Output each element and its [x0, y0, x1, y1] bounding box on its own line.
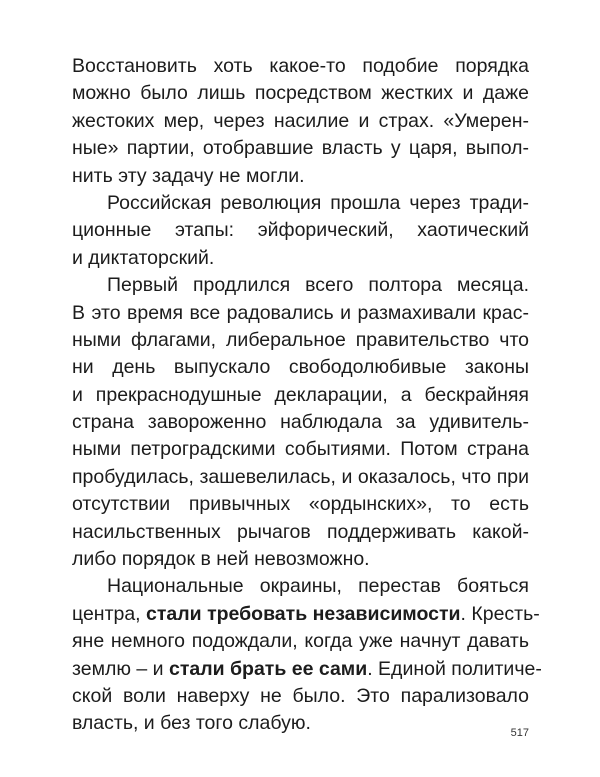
paragraph	[72, 53, 529, 190]
page-number: 517	[510, 727, 529, 739]
text-segment: Национальные окраины, перестав бояться	[107, 575, 529, 598]
text-segment: отсутствии привычных «ордынских», то есть	[72, 493, 529, 516]
text-line	[72, 710, 529, 737]
text-line	[72, 354, 529, 381]
text-segment: либо порядок в ней невозможно.	[72, 548, 370, 571]
bold-text: стали требовать независимости	[146, 602, 461, 625]
text-segment: яне немного подождали, когда уже начнут давать	[72, 630, 529, 653]
text-segment: . Единой политиче-	[367, 657, 542, 680]
text-line	[72, 382, 529, 409]
text-segment: и диктаторский.	[72, 246, 215, 269]
text-line	[72, 217, 529, 244]
text-segment: Первый продлился всего полтора месяца.	[107, 274, 529, 297]
text-segment: ской воли наверху не было. Это парализовало	[72, 684, 529, 707]
paragraph	[72, 190, 529, 272]
text-line	[72, 190, 529, 217]
text-segment: ными петроградскими событиями. Потом страна	[72, 438, 529, 461]
text-line	[72, 108, 529, 135]
text-line	[72, 80, 529, 107]
text-segment: центра,	[72, 602, 147, 625]
text-segment: жестоких мер, через насилие и страх. «Умерен-	[72, 109, 529, 132]
text-line	[72, 573, 529, 600]
text-line	[72, 53, 529, 80]
text-line	[72, 327, 529, 354]
text-segment: ни день выпускало свободолюбивые законы	[72, 356, 529, 379]
bold-text: стали брать ее сами	[168, 657, 368, 680]
text-line	[72, 464, 529, 491]
text-segment: можно было лишь посредством жестких и даже	[72, 82, 529, 105]
text-segment: ные» партии, отобравшие власть у царя, выпол-	[72, 137, 529, 160]
text-segment: и прекраснодушные декларации, а бескрайняя	[72, 383, 529, 406]
text-line	[72, 135, 529, 162]
text-line	[72, 409, 529, 436]
text-segment: страна завороженно наблюдала за удивитель-	[72, 411, 529, 434]
text-segment: В это время все радовались и размахивали крас-	[72, 301, 529, 324]
body-text	[72, 53, 542, 738]
text-line	[72, 272, 529, 299]
text-line	[72, 628, 529, 655]
text-line	[72, 601, 540, 628]
text-line	[72, 656, 542, 683]
text-segment: . Кресть-	[460, 602, 540, 625]
text-line	[72, 163, 529, 190]
text-segment: насильственных рычагов поддерживать какой-	[72, 520, 529, 543]
text-segment: власть, и без того слабую.	[72, 712, 311, 735]
text-line	[72, 491, 529, 518]
text-line	[72, 683, 529, 710]
text-line	[72, 436, 529, 463]
text-segment: нить эту задачу не могли.	[72, 164, 305, 187]
text-segment: Восстановить хоть какое-то подобие порядка	[72, 55, 529, 77]
paragraph	[72, 272, 529, 573]
text-line	[72, 519, 529, 546]
text-line	[72, 245, 529, 272]
text-segment: Российская революция прошла через тради-	[107, 191, 529, 214]
text-segment: ными флагами, либеральное правительство что	[72, 328, 529, 351]
text-segment: землю – и	[72, 657, 169, 680]
paragraph	[72, 573, 542, 737]
text-segment: ционные этапы: эйфорический, хаотический	[72, 219, 529, 242]
text-line	[72, 546, 529, 573]
text-line	[72, 300, 529, 327]
text-segment: пробудилась, зашевелилась, и оказалось, что при	[72, 465, 529, 488]
